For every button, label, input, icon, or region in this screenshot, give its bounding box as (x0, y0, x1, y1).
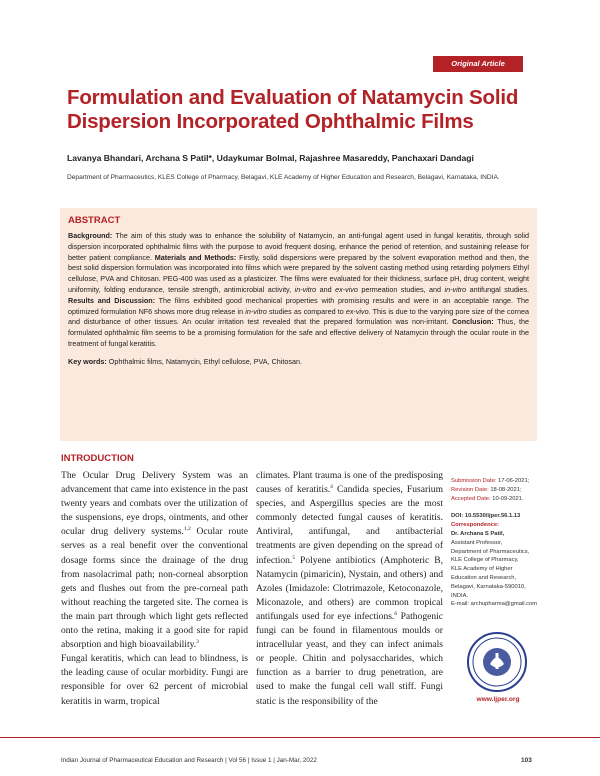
methods-label: Materials and Methods: (154, 252, 237, 262)
correspondence-line: KLE Academy of Higher (451, 566, 513, 573)
methods-italic-2: ex-vivo (335, 284, 358, 294)
results-end: . This is due to the varying pore size of the cornea and disturbance of other tissues. An ocular irritation test revealed that the prepared formulation was non-irritant. (68, 306, 530, 327)
abstract-heading: ABSTRACT (68, 215, 121, 226)
author-list: Lavanya Bhandari, Archana S Patil*, Udaykumar Bolmal, Rajashree Masareddy, Panchaxari Dandagi (67, 153, 474, 163)
article-type-badge: Original Article (433, 56, 523, 72)
keywords-text: Ophthalmic films, Natamycin, Ethyl cellulose, PVA, Chitosan. (106, 356, 302, 366)
doi[interactable]: DOI: 10.5530/ijper.56.1.13 (451, 513, 521, 520)
abstract-box (60, 208, 537, 441)
journal-citation: Indian Journal of Pharmaceutical Education and Research | Vol 56 | Issue 1 | Jan-Mar, 2022 (61, 757, 317, 764)
keywords-label: Key words: (68, 356, 107, 366)
correspondence-line: KLE College of Pharmacy, (451, 557, 519, 564)
correspondence-line: Department of Pharmaceutics, (451, 548, 530, 555)
correspondence-line: Education and Research, (451, 574, 517, 581)
introduction-heading: INTRODUCTION (61, 453, 134, 464)
citation: 4 (330, 483, 333, 490)
revision-date: Revision Date: 18-08-2021; (451, 486, 522, 493)
methods-end: antifungal studies. (466, 284, 529, 294)
methods-and: and (316, 284, 336, 294)
intro-paragraph-2: Fungal keratitis, which can lead to blindness, is the leading cause of ocular morbidity. Fungi are responsible for over 62 percent of microbial keratitis in warm, tropical (61, 653, 248, 707)
correspondence-line: Assistant Professor, (451, 539, 503, 546)
correspondence-email[interactable]: E-mail: archupharma@gmail.com (451, 601, 538, 608)
article-sidebar (451, 477, 551, 609)
correspondence-heading: Correspondence: (451, 522, 499, 529)
journal-website-link[interactable]: www.ijper.org (476, 696, 520, 703)
methods-mid: permeation studies, and (357, 284, 445, 294)
methods-text: Firstly, solid dispersions were prepared by the solvent evaporation method and then, the best solid dispersion formulation was incorporated into films which were prepared by the solvent casting method using retarding polymers Ethyl cellulose, PVA and Chitosan. PEG-400 was used as a plasticizer. The films were evaluated for their thickness, surface pH, drug content, weight uniformity, folding endurance, tensile strength, antimicrobial activity, (68, 252, 530, 294)
results-mid: studies as compared to (266, 306, 346, 316)
background-text: The aim of this study was to enhance the solubility of Natamycin, an anti-fungal agent used in fungal keratitis, through solid dispersion incorporated ophthalmic films with the purpose to avoid frequent dosing, enhance the period of retention, and sustaining release for better patient compliance. (68, 231, 529, 262)
background-label: Background: (68, 231, 113, 240)
page-number: 103 (521, 757, 532, 764)
affiliation: Department of Pharmaceutics, KLES College of Pharmacy, Belagavi, KLE Academy of Higher Education and Research, Belagavi, Karnataka, INDIA. (67, 174, 500, 181)
correspondence-line: Belagavi, Karnataka-590010, (451, 583, 526, 590)
methods-italic-1: in-vitro (294, 284, 317, 294)
keywords (68, 357, 529, 368)
citation: 5 (292, 554, 296, 561)
body-column-2 (256, 469, 443, 709)
correspondence-name: Dr. Archana S Patil, (451, 530, 505, 537)
results-italic-2: ex-vivo (345, 306, 369, 316)
intro-paragraph-3: climates. Plant trauma is one of the predisposing causes of keratitis.$^4$ Candida species, Fusarium species, and Aspergillus species are the most commonly detected fungal causes of keratitis. Antiviral, antifungal, and antibacterial treatments are given depending on the spread of infection.$^5$ Polyene antibiotics (Amphoteric B, Natamycin (pimaricin), Nystain, and others) and Azoles (Imidazole: Clotrimazole, Ketoconazole, Miconazole, and others) are common tropical antifungals used for eye infections.$^6$ Pathogenic fungi can be found in filamentous moulds or intracellular yeast, and they can infect animals or people. Chitin and polysaccharides, which function as a barrier to drug penetration, are used to make the fungal cell wall stiff. Fungi static is the responsibility of the (256, 470, 444, 707)
results-label: Results and Discussion: (68, 295, 156, 305)
methods-italic-3: in-vitro (444, 284, 467, 294)
correspondence-line: INDIA. (451, 592, 469, 599)
conclusion-label: Conclusion: (452, 317, 494, 327)
paper-title: Formulation and Evaluation of Natamycin Solid Dispersion Incorporated Ophthalmic Films (67, 86, 519, 133)
body-column-1 (61, 469, 248, 709)
abstract-body (68, 231, 529, 350)
conclusion-text: Thus, the formulated ophthalmic film seems to be a promising formulation for the safe and effective delivery of Natamycin through the ocular route in the treatment of fungal keratitis. (68, 317, 529, 348)
intro-paragraph-1: The Ocular Drug Delivery System was an advancement that came into existence in the past twenty years and combats over the utilization of the suspensions, eye drops, ointments, and other ocular drug delivery systems.$^{1,2}$ Ocular route serves as a real benefit over the conventional dosage forms since the drainage of the drug from nasolacrimal path; non-corneal absorption gets and flushes out from the pre-corneal path without reaching the targeted site. The cornea is the main part through which light gets reflected onto the retina, making it a good site for rapid absorption and high bioavailability.$^3$ (61, 470, 248, 651)
footer-divider (0, 737, 600, 738)
submission-date: Submission Date: 17-06-2021; (451, 478, 530, 484)
results-italic-1: in-vitro (245, 306, 267, 316)
citation: 3 (196, 638, 199, 645)
journal-seal-icon (466, 631, 528, 693)
accepted-date: Accepted Date: 10-09-2021. (451, 495, 524, 502)
results-text: The films exhibited good mechanical properties with promising results and were in an acceptable range. The optimized formulation NF6 shows more drug release in (68, 295, 529, 316)
citation: 6 (394, 610, 398, 617)
citation: 1,2 (183, 526, 191, 533)
